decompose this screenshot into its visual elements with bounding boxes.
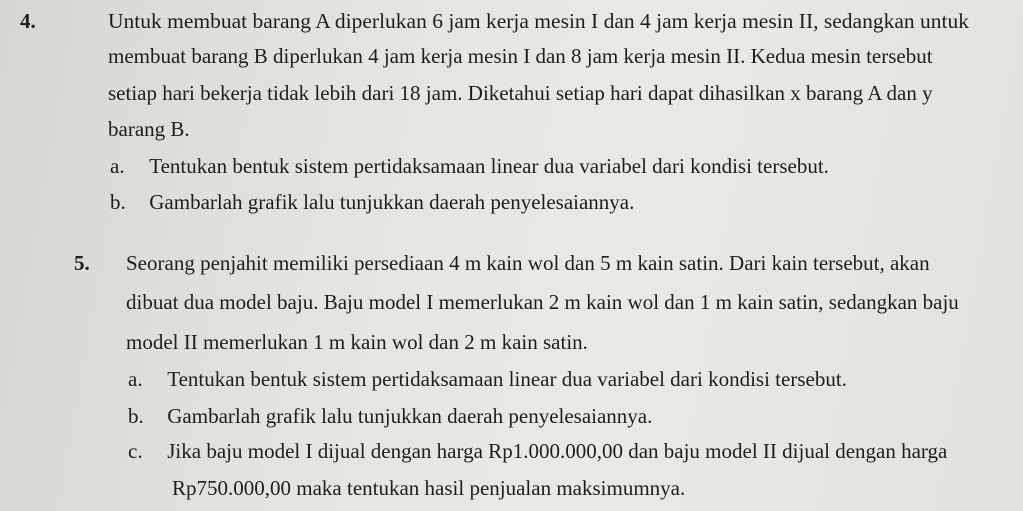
problem-5-item-a	[128, 366, 847, 392]
item-label: a.	[110, 154, 125, 178]
item-label: b.	[110, 190, 126, 214]
problem-4-line-2: membuat barang B diperlukan 4 jam kerja mesin I dan 8 jam kerja mesin II. Kedua mesin tersebut	[108, 44, 933, 68]
item-text: Gambarlah grafik lalu tunjukkan daerah penyelesaiannya.	[149, 190, 635, 214]
item-text: Gambarlah grafik lalu tunjukkan daerah penyelesaiannya.	[167, 404, 653, 428]
problem-5-line-1: Seorang penjahit memiliki persediaan 4 m kain wol dan 5 m kain satin. Dari kain tersebut, akan	[126, 251, 930, 275]
problem-4-item-b	[110, 189, 634, 215]
item-label: b.	[128, 404, 144, 428]
problem-4-line-1: Untuk membuat barang A diperlukan 6 jam kerja mesin I dan 4 jam kerja mesin II, sedangkan untuk	[108, 9, 969, 33]
item-text: Tentukan bentuk sistem pertidaksamaan linear dua variabel dari kondisi tersebut.	[149, 154, 829, 178]
problem-5-item-c	[128, 438, 947, 464]
item-text: Jika baju model I dijual dengan harga Rp1.000.000,00 dan baju model II dijual dengan harga	[167, 439, 948, 463]
item-label: c.	[128, 439, 143, 463]
problem-5-line-3: model II memerlukan 1 m kain wol dan 2 m kain satin.	[126, 330, 588, 354]
problem-4-item-a	[110, 153, 829, 179]
problem-5-item-c-continued: Rp750.000,00 maka tentukan hasil penjualan maksimumnya.	[172, 476, 686, 500]
problem-4-line-3: setiap hari bekerja tidak lebih dari 18 jam. Diketahui setiap hari dapat dihasilkan x barang A dan y	[108, 81, 933, 105]
problem-5-line-2: dibuat dua model baju. Baju model I memerlukan 2 m kain wol dan 1 m kain satin, sedangkan baju	[126, 290, 959, 314]
item-text: Tentukan bentuk sistem pertidaksamaan linear dua variabel dari kondisi tersebut.	[167, 367, 847, 391]
problem-4-number: 4.	[20, 9, 36, 33]
problem-5-number: 5.	[74, 251, 90, 275]
item-label: a.	[128, 367, 143, 391]
problem-4-line-4: barang B.	[108, 117, 190, 141]
problem-5-item-b	[128, 403, 652, 429]
